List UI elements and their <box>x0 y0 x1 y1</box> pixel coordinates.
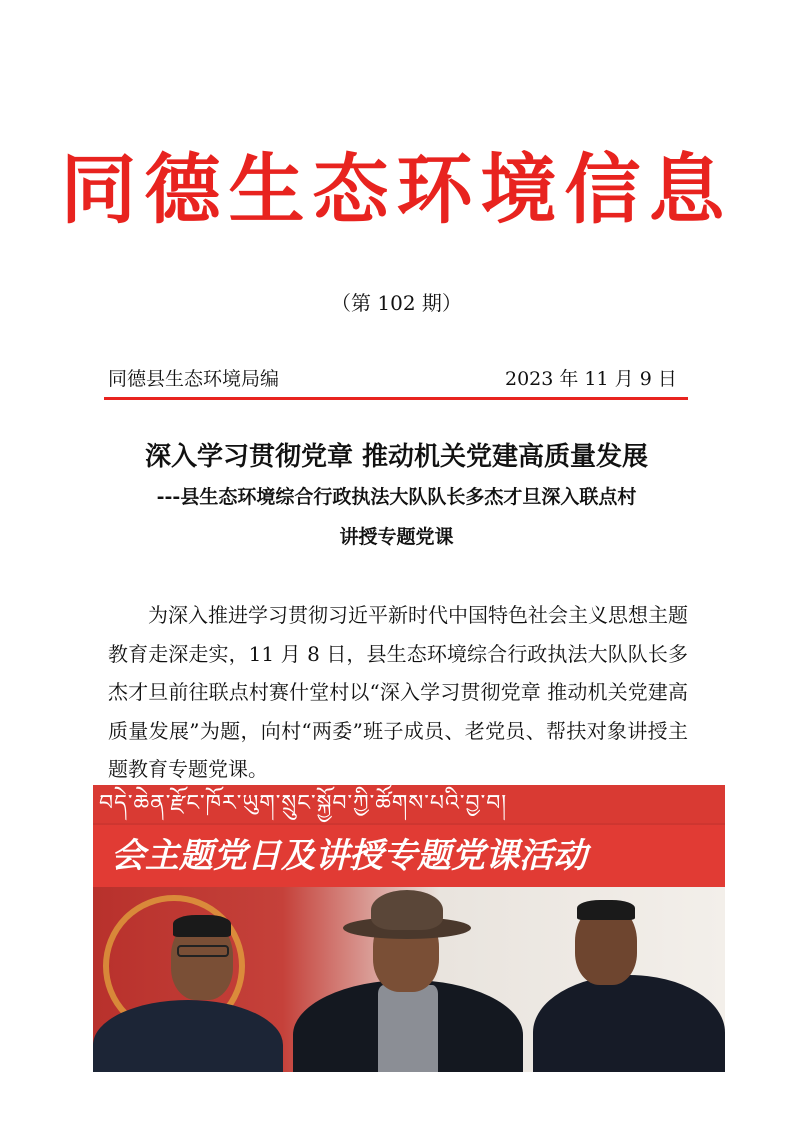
masthead-title: 同德生态环境信息 <box>60 145 733 234</box>
article-subtitle-line1: ---县生态环境综合行政执法大队队长多杰才旦深入联点村 <box>156 486 637 508</box>
issue-number: （第 102 期） <box>331 291 462 315</box>
article-subtitle-line2: 讲授专题党课 <box>339 526 454 548</box>
photo-banner-tibetan: བདེ་ཆེན་རྫོང་ཁོར་ཡུག་སྲུང་སྐྱོབ་ཀྱི་ཚོགས་པའི་བྱ་བ། <box>93 785 725 823</box>
publisher-name: 同德县生态环境局编 <box>108 368 280 390</box>
header-divider <box>104 397 688 400</box>
article-headline: 深入学习贯彻党章 推动机关党建高质量发展 <box>144 442 649 472</box>
publish-date: 2023 年 11 月 9 日 <box>505 368 677 390</box>
article-body: 为深入推进学习贯彻习近平新时代中国特色社会主义思想主题教育走深走实，11 月 8 日，县生态环境综合行政执法大队队长多杰才旦前往联点村赛什堂村以“深入学习贯彻党章 推动机关党建高质量发展”为题，向村“两委”班子成员、老党员、帮扶对象讲授主题教育专题党课。 <box>108 603 688 782</box>
event-photo <box>93 785 725 1072</box>
photo-banner-chinese: 会主题党日及讲授专题党课活动 <box>93 825 725 887</box>
